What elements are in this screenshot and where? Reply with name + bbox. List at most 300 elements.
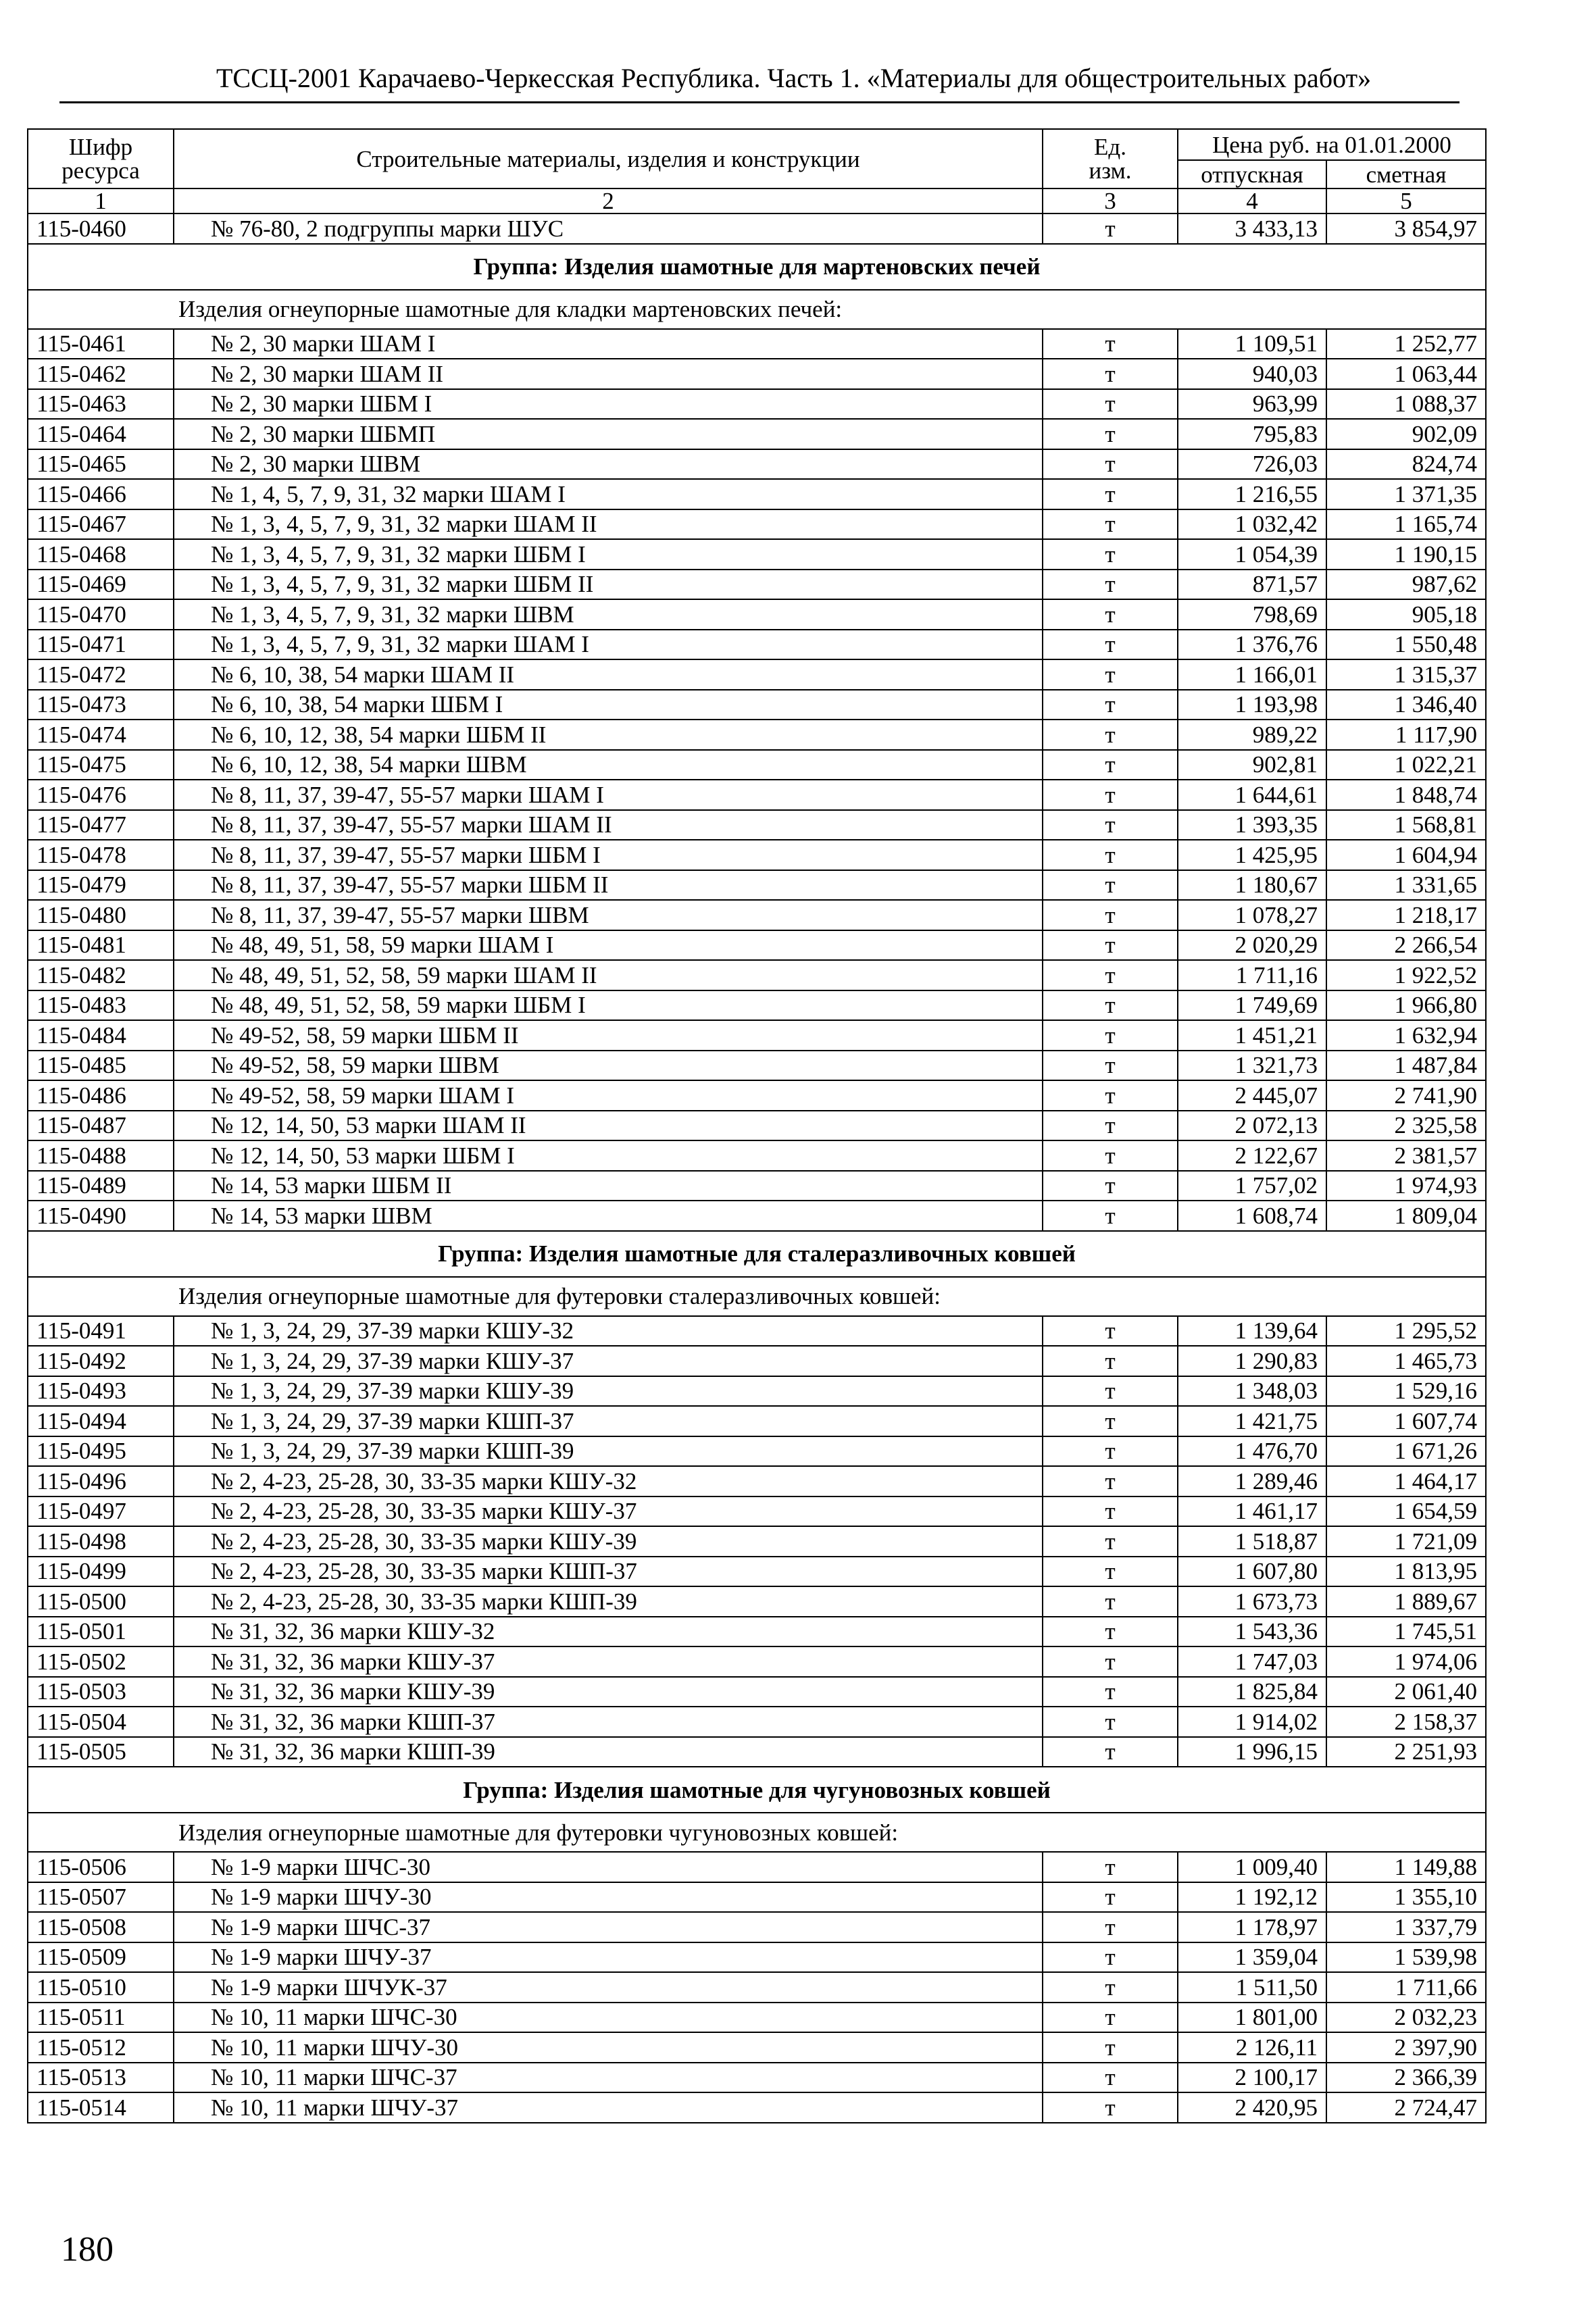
material-name: № 31, 32, 36 марки КШУ-37 [174, 1646, 1043, 1677]
estimate-price: 1 190,15 [1326, 539, 1486, 570]
unit: т [1043, 509, 1178, 540]
unit: т [1043, 900, 1178, 930]
estimate-price: 2 397,90 [1326, 2032, 1486, 2063]
table-row [28, 329, 1486, 359]
material-name: № 12, 14, 50, 53 марки ШАМ II [174, 1111, 1043, 1141]
release-price: 1 825,84 [1178, 1677, 1326, 1707]
resource-code: 115-0466 [28, 479, 174, 509]
resource-code: 115-0509 [28, 1942, 174, 1973]
resource-code: 115-0463 [28, 389, 174, 420]
resource-code: 115-0462 [28, 359, 174, 389]
column-number: 3 [1043, 188, 1178, 213]
unit: т [1043, 1140, 1178, 1171]
unit: т [1043, 870, 1178, 901]
unit: т [1043, 930, 1178, 961]
unit: т [1043, 1852, 1178, 1882]
unit: т [1043, 720, 1178, 750]
material-name: № 31, 32, 36 марки КШП-39 [174, 1737, 1043, 1767]
material-name: № 8, 11, 37, 39-47, 55-57 марки ШВМ [174, 900, 1043, 930]
material-name: № 2, 30 марки ШВМ [174, 449, 1043, 480]
material-name: № 6, 10, 12, 38, 54 марки ШВМ [174, 750, 1043, 780]
table-row [28, 1646, 1486, 1677]
resource-code: 115-0513 [28, 2063, 174, 2093]
table-row [28, 2063, 1486, 2093]
unit: т [1043, 630, 1178, 660]
table-row [28, 1080, 1486, 1111]
unit: т [1043, 990, 1178, 1021]
material-name: № 1, 3, 24, 29, 37-39 марки КШУ-37 [174, 1346, 1043, 1376]
material-name: № 2, 4-23, 25-28, 30, 33-35 марки КШП-39 [174, 1586, 1043, 1617]
resource-code: 115-0490 [28, 1201, 174, 1231]
group-subtitle: Изделия огнеупорные шамотные для футеровки сталеразливочных ковшей: [28, 1277, 1486, 1316]
unit: т [1043, 780, 1178, 810]
header-unit-line1: Ед. [1094, 134, 1126, 160]
estimate-price: 1 464,17 [1326, 1466, 1486, 1496]
header-rule [59, 101, 1460, 103]
release-price: 1 801,00 [1178, 2003, 1326, 2033]
release-price: 1 078,27 [1178, 900, 1326, 930]
unit: т [1043, 1051, 1178, 1081]
estimate-price: 2 251,93 [1326, 1737, 1486, 1767]
material-name: № 6, 10, 38, 54 марки ШАМ II [174, 659, 1043, 690]
estimate-price: 1 371,35 [1326, 479, 1486, 509]
resource-code: 115-0512 [28, 2032, 174, 2063]
estimate-price: 1 813,95 [1326, 1557, 1486, 1587]
column-number: 5 [1326, 188, 1486, 213]
column-number-row [28, 188, 1486, 213]
estimate-price: 902,09 [1326, 419, 1486, 449]
resource-code: 115-0487 [28, 1111, 174, 1141]
table-row [28, 539, 1486, 570]
table-row [28, 1942, 1486, 1973]
table-row [28, 1346, 1486, 1376]
release-price: 1 009,40 [1178, 1852, 1326, 1882]
unit: т [1043, 1646, 1178, 1677]
material-name: № 1, 3, 4, 5, 7, 9, 31, 32 марки ШАМ I [174, 630, 1043, 660]
material-name: № 10, 11 марки ШЧС-37 [174, 2063, 1043, 2093]
table-row [28, 930, 1486, 961]
unit: т [1043, 1316, 1178, 1347]
unit: т [1043, 1201, 1178, 1231]
release-price: 1 421,75 [1178, 1406, 1326, 1436]
price-table [27, 128, 1487, 2123]
material-name: № 49-52, 58, 59 марки ШВМ [174, 1051, 1043, 1081]
resource-code: 115-0479 [28, 870, 174, 901]
resource-code: 115-0486 [28, 1080, 174, 1111]
table-row [28, 1677, 1486, 1707]
material-name: № 8, 11, 37, 39-47, 55-57 марки ШАМ I [174, 780, 1043, 810]
resource-code: 115-0501 [28, 1617, 174, 1647]
material-name: № 10, 11 марки ШЧС-30 [174, 2003, 1043, 2033]
group-title-row [28, 1767, 1486, 1813]
unit: т [1043, 359, 1178, 389]
estimate-price: 1 809,04 [1326, 1201, 1486, 1231]
table-row [28, 2092, 1486, 2123]
release-price: 798,69 [1178, 599, 1326, 630]
resource-code: 115-0477 [28, 810, 174, 840]
table-row [28, 870, 1486, 901]
group-title: Группа: Изделия шамотные для сталеразливочных ковшей [28, 1231, 1486, 1277]
column-number: 1 [28, 188, 174, 213]
unit: т [1043, 449, 1178, 480]
unit: т [1043, 1677, 1178, 1707]
material-name: № 1, 3, 24, 29, 37-39 марки КШП-39 [174, 1436, 1043, 1467]
release-price: 1 711,16 [1178, 960, 1326, 990]
unit: т [1043, 1586, 1178, 1617]
material-name: № 6, 10, 12, 38, 54 марки ШБМ II [174, 720, 1043, 750]
unit: т [1043, 539, 1178, 570]
material-name: № 1, 3, 24, 29, 37-39 марки КШП-37 [174, 1406, 1043, 1436]
release-price: 1 518,87 [1178, 1526, 1326, 1557]
table-row [28, 780, 1486, 810]
estimate-price: 1 745,51 [1326, 1617, 1486, 1647]
estimate-price: 1 974,06 [1326, 1646, 1486, 1677]
unit: т [1043, 599, 1178, 630]
material-name: № 14, 53 марки ШБМ II [174, 1171, 1043, 1201]
resource-code: 115-0480 [28, 900, 174, 930]
resource-code: 115-0470 [28, 599, 174, 630]
material-name: № 49-52, 58, 59 марки ШАМ I [174, 1080, 1043, 1111]
estimate-price: 1 022,21 [1326, 750, 1486, 780]
resource-code: 115-0502 [28, 1646, 174, 1677]
table-row [28, 599, 1486, 630]
estimate-price: 3 854,97 [1326, 213, 1486, 244]
release-price: 1 290,83 [1178, 1346, 1326, 1376]
table-row [28, 1140, 1486, 1171]
header-name: Строительные материалы, изделия и конструкции [174, 129, 1043, 188]
unit: т [1043, 2003, 1178, 2033]
release-price: 2 020,29 [1178, 930, 1326, 961]
table-row [28, 479, 1486, 509]
resource-code: 115-0511 [28, 2003, 174, 2033]
estimate-price: 1 149,88 [1326, 1852, 1486, 1882]
material-name: № 31, 32, 36 марки КШУ-32 [174, 1617, 1043, 1647]
resource-code: 115-0489 [28, 1171, 174, 1201]
resource-code: 115-0496 [28, 1466, 174, 1496]
estimate-price: 2 366,39 [1326, 2063, 1486, 2093]
release-price: 1 393,35 [1178, 810, 1326, 840]
table-row [28, 359, 1486, 389]
table-row [28, 213, 1486, 244]
release-price: 1 476,70 [1178, 1436, 1326, 1467]
group-subtitle-row [28, 1277, 1486, 1316]
release-price: 1 359,04 [1178, 1942, 1326, 1973]
estimate-price: 1 539,98 [1326, 1942, 1486, 1973]
material-name: № 10, 11 марки ШЧУ-37 [174, 2092, 1043, 2123]
table-header-row [28, 129, 1486, 160]
estimate-price: 1 063,44 [1326, 359, 1486, 389]
material-name: № 48, 49, 51, 58, 59 марки ШАМ I [174, 930, 1043, 961]
table-row [28, 1020, 1486, 1051]
table-row [28, 810, 1486, 840]
resource-code: 115-0514 [28, 2092, 174, 2123]
material-name: № 2, 30 марки ШАМ II [174, 359, 1043, 389]
estimate-price: 1 295,52 [1326, 1316, 1486, 1347]
table-row [28, 1557, 1486, 1587]
table-row [28, 389, 1486, 420]
group-subtitle: Изделия огнеупорные шамотные для футеровки чугуновозных ковшей: [28, 1813, 1486, 1852]
estimate-price: 2 325,58 [1326, 1111, 1486, 1141]
table-row [28, 1466, 1486, 1496]
unit: т [1043, 1617, 1178, 1647]
group-title-row [28, 244, 1486, 290]
release-price: 1 749,69 [1178, 990, 1326, 1021]
table-row [28, 2032, 1486, 2063]
resource-code: 115-0478 [28, 840, 174, 870]
release-price: 963,99 [1178, 389, 1326, 420]
resource-code: 115-0484 [28, 1020, 174, 1051]
unit: т [1043, 2063, 1178, 2093]
release-price: 1 461,17 [1178, 1496, 1326, 1527]
table-row [28, 1316, 1486, 1347]
estimate-price: 905,18 [1326, 599, 1486, 630]
material-name: № 8, 11, 37, 39-47, 55-57 марки ШБМ II [174, 870, 1043, 901]
table-row [28, 570, 1486, 600]
release-price: 1 543,36 [1178, 1617, 1326, 1647]
table-row [28, 1586, 1486, 1617]
estimate-price: 1 889,67 [1326, 1586, 1486, 1617]
release-price: 1 321,73 [1178, 1051, 1326, 1081]
column-number: 2 [174, 188, 1043, 213]
unit: т [1043, 659, 1178, 690]
resource-code: 115-0460 [28, 213, 174, 244]
estimate-price: 2 741,90 [1326, 1080, 1486, 1111]
material-name: № 31, 32, 36 марки КШП-37 [174, 1707, 1043, 1737]
unit: т [1043, 1737, 1178, 1767]
resource-code: 115-0491 [28, 1316, 174, 1347]
material-name: № 1, 3, 4, 5, 7, 9, 31, 32 марки ШБМ I [174, 539, 1043, 570]
table-row [28, 750, 1486, 780]
material-name: № 49-52, 58, 59 марки ШБМ II [174, 1020, 1043, 1051]
material-name: № 1-9 марки ШЧУК-37 [174, 1972, 1043, 2003]
release-price: 2 072,13 [1178, 1111, 1326, 1141]
page-header: ТССЦ-2001 Карачаево-Черкесская Республика. Часть 1. «Материалы для общестроительных работ» [216, 63, 1372, 93]
release-price: 1 673,73 [1178, 1586, 1326, 1617]
unit: т [1043, 1436, 1178, 1467]
unit: т [1043, 2032, 1178, 2063]
material-name: № 1-9 марки ШЧС-30 [174, 1852, 1043, 1882]
release-price: 1 996,15 [1178, 1737, 1326, 1767]
table-row [28, 1376, 1486, 1407]
table-row [28, 1617, 1486, 1647]
material-name: № 6, 10, 38, 54 марки ШБМ I [174, 690, 1043, 720]
group-subtitle: Изделия огнеупорные шамотные для кладки мартеновских печей: [28, 290, 1486, 329]
header-estimate-price: сметная [1326, 160, 1486, 188]
unit: т [1043, 1496, 1178, 1527]
estimate-price: 1 337,79 [1326, 1912, 1486, 1942]
table-row [28, 960, 1486, 990]
release-price: 989,22 [1178, 720, 1326, 750]
estimate-price: 1 487,84 [1326, 1051, 1486, 1081]
unit: т [1043, 389, 1178, 420]
material-name: № 1, 3, 24, 29, 37-39 марки КШУ-39 [174, 1376, 1043, 1407]
table-row [28, 449, 1486, 480]
page-number: 180 [61, 2230, 114, 2269]
release-price: 1 216,55 [1178, 479, 1326, 509]
header-unit-line2: изм. [1089, 157, 1132, 184]
unit: т [1043, 810, 1178, 840]
release-price: 1 914,02 [1178, 1707, 1326, 1737]
estimate-price: 1 465,73 [1326, 1346, 1486, 1376]
unit: т [1043, 570, 1178, 600]
resource-code: 115-0494 [28, 1406, 174, 1436]
table-row [28, 2003, 1486, 2033]
release-price: 1 054,39 [1178, 539, 1326, 570]
release-price: 1 180,67 [1178, 870, 1326, 901]
material-name: № 12, 14, 50, 53 марки ШБМ I [174, 1140, 1043, 1171]
material-name: № 2, 30 марки ШБМП [174, 419, 1043, 449]
release-price: 1 644,61 [1178, 780, 1326, 810]
release-price: 1 192,12 [1178, 1882, 1326, 1913]
resource-code: 115-0464 [28, 419, 174, 449]
material-name: № 8, 11, 37, 39-47, 55-57 марки ШБМ I [174, 840, 1043, 870]
material-name: № 10, 11 марки ШЧУ-30 [174, 2032, 1043, 2063]
table-row [28, 1882, 1486, 1913]
table-row [28, 1201, 1486, 1231]
release-price: 795,83 [1178, 419, 1326, 449]
estimate-price: 987,62 [1326, 570, 1486, 600]
estimate-price: 1 671,26 [1326, 1436, 1486, 1467]
unit: т [1043, 1376, 1178, 1407]
unit: т [1043, 213, 1178, 244]
resource-code: 115-0468 [28, 539, 174, 570]
release-price: 1 166,01 [1178, 659, 1326, 690]
resource-code: 115-0504 [28, 1707, 174, 1737]
group-title-row [28, 1231, 1486, 1277]
resource-code: 115-0508 [28, 1912, 174, 1942]
release-price: 1 757,02 [1178, 1171, 1326, 1201]
material-name: № 76-80, 2 подгруппы марки ШУС [174, 213, 1043, 244]
material-name: № 1-9 марки ШЧС-37 [174, 1912, 1043, 1942]
unit: т [1043, 960, 1178, 990]
table-row [28, 1111, 1486, 1141]
resource-code: 115-0483 [28, 990, 174, 1021]
material-name: № 1-9 марки ШЧУ-37 [174, 1942, 1043, 1973]
release-price: 1 348,03 [1178, 1376, 1326, 1407]
material-name: № 1, 3, 4, 5, 7, 9, 31, 32 марки ШВМ [174, 599, 1043, 630]
release-price: 2 122,67 [1178, 1140, 1326, 1171]
table-row [28, 630, 1486, 660]
release-price: 1 747,03 [1178, 1646, 1326, 1677]
release-price: 1 032,42 [1178, 509, 1326, 540]
table-row [28, 1171, 1486, 1201]
unit: т [1043, 1882, 1178, 1913]
material-name: № 1, 3, 4, 5, 7, 9, 31, 32 марки ШАМ II [174, 509, 1043, 540]
resource-code: 115-0495 [28, 1436, 174, 1467]
group-title: Группа: Изделия шамотные для чугуновозных ковшей [28, 1767, 1486, 1813]
unit: т [1043, 690, 1178, 720]
header-code-line2: ресурса [61, 157, 140, 184]
estimate-price: 1 346,40 [1326, 690, 1486, 720]
unit: т [1043, 1080, 1178, 1111]
unit: т [1043, 1111, 1178, 1141]
material-name: № 1, 4, 5, 7, 9, 31, 32 марки ШАМ I [174, 479, 1043, 509]
header-unit [1043, 129, 1178, 188]
table-row [28, 1707, 1486, 1737]
estimate-price: 1 604,94 [1326, 840, 1486, 870]
estimate-price: 2 061,40 [1326, 1677, 1486, 1707]
estimate-price: 2 158,37 [1326, 1707, 1486, 1737]
material-name: № 2, 4-23, 25-28, 30, 33-35 марки КШП-37 [174, 1557, 1043, 1587]
unit: т [1043, 840, 1178, 870]
group-subtitle-row [28, 1813, 1486, 1852]
resource-code: 115-0510 [28, 1972, 174, 2003]
table-row [28, 1436, 1486, 1467]
resource-code: 115-0503 [28, 1677, 174, 1707]
release-price: 1 607,80 [1178, 1557, 1326, 1587]
unit: т [1043, 2092, 1178, 2123]
release-price: 1 178,97 [1178, 1912, 1326, 1942]
material-name: № 14, 53 марки ШВМ [174, 1201, 1043, 1231]
estimate-price: 1 568,81 [1326, 810, 1486, 840]
release-price: 2 100,17 [1178, 2063, 1326, 2093]
resource-code: 115-0461 [28, 329, 174, 359]
estimate-price: 1 848,74 [1326, 780, 1486, 810]
resource-code: 115-0498 [28, 1526, 174, 1557]
table-row [28, 1852, 1486, 1882]
table-row [28, 720, 1486, 750]
estimate-price: 1 632,94 [1326, 1020, 1486, 1051]
table-row [28, 1526, 1486, 1557]
estimate-price: 1 529,16 [1326, 1376, 1486, 1407]
resource-code: 115-0475 [28, 750, 174, 780]
resource-code: 115-0506 [28, 1852, 174, 1882]
table-row [28, 1406, 1486, 1436]
material-name: № 2, 30 марки ШАМ I [174, 329, 1043, 359]
release-price: 1 511,50 [1178, 1972, 1326, 2003]
estimate-price: 1 165,74 [1326, 509, 1486, 540]
unit: т [1043, 1912, 1178, 1942]
group-subtitle-row [28, 290, 1486, 329]
resource-code: 115-0500 [28, 1586, 174, 1617]
estimate-price: 1 974,93 [1326, 1171, 1486, 1201]
resource-code: 115-0474 [28, 720, 174, 750]
unit: т [1043, 329, 1178, 359]
table-row [28, 690, 1486, 720]
release-price: 3 433,13 [1178, 213, 1326, 244]
unit: т [1043, 1466, 1178, 1496]
release-price: 2 420,95 [1178, 2092, 1326, 2123]
resource-code: 115-0505 [28, 1737, 174, 1767]
release-price: 2 445,07 [1178, 1080, 1326, 1111]
estimate-price: 1 711,66 [1326, 1972, 1486, 2003]
release-price: 726,03 [1178, 449, 1326, 480]
unit: т [1043, 1707, 1178, 1737]
estimate-price: 1 315,37 [1326, 659, 1486, 690]
release-price: 1 289,46 [1178, 1466, 1326, 1496]
unit: т [1043, 419, 1178, 449]
resource-code: 115-0465 [28, 449, 174, 480]
table-row [28, 509, 1486, 540]
unit: т [1043, 1526, 1178, 1557]
material-name: № 48, 49, 51, 52, 58, 59 марки ШБМ I [174, 990, 1043, 1021]
resource-code: 115-0485 [28, 1051, 174, 1081]
resource-code: 115-0497 [28, 1496, 174, 1527]
resource-code: 115-0493 [28, 1376, 174, 1407]
table-row [28, 1496, 1486, 1527]
resource-code: 115-0467 [28, 509, 174, 540]
unit: т [1043, 750, 1178, 780]
material-name: № 2, 30 марки ШБМ I [174, 389, 1043, 420]
resource-code: 115-0492 [28, 1346, 174, 1376]
release-price: 940,03 [1178, 359, 1326, 389]
header-price: Цена руб. на 01.01.2000 [1178, 129, 1486, 160]
unit: т [1043, 1346, 1178, 1376]
release-price: 871,57 [1178, 570, 1326, 600]
table-row [28, 1051, 1486, 1081]
estimate-price: 1 088,37 [1326, 389, 1486, 420]
table-row [28, 419, 1486, 449]
